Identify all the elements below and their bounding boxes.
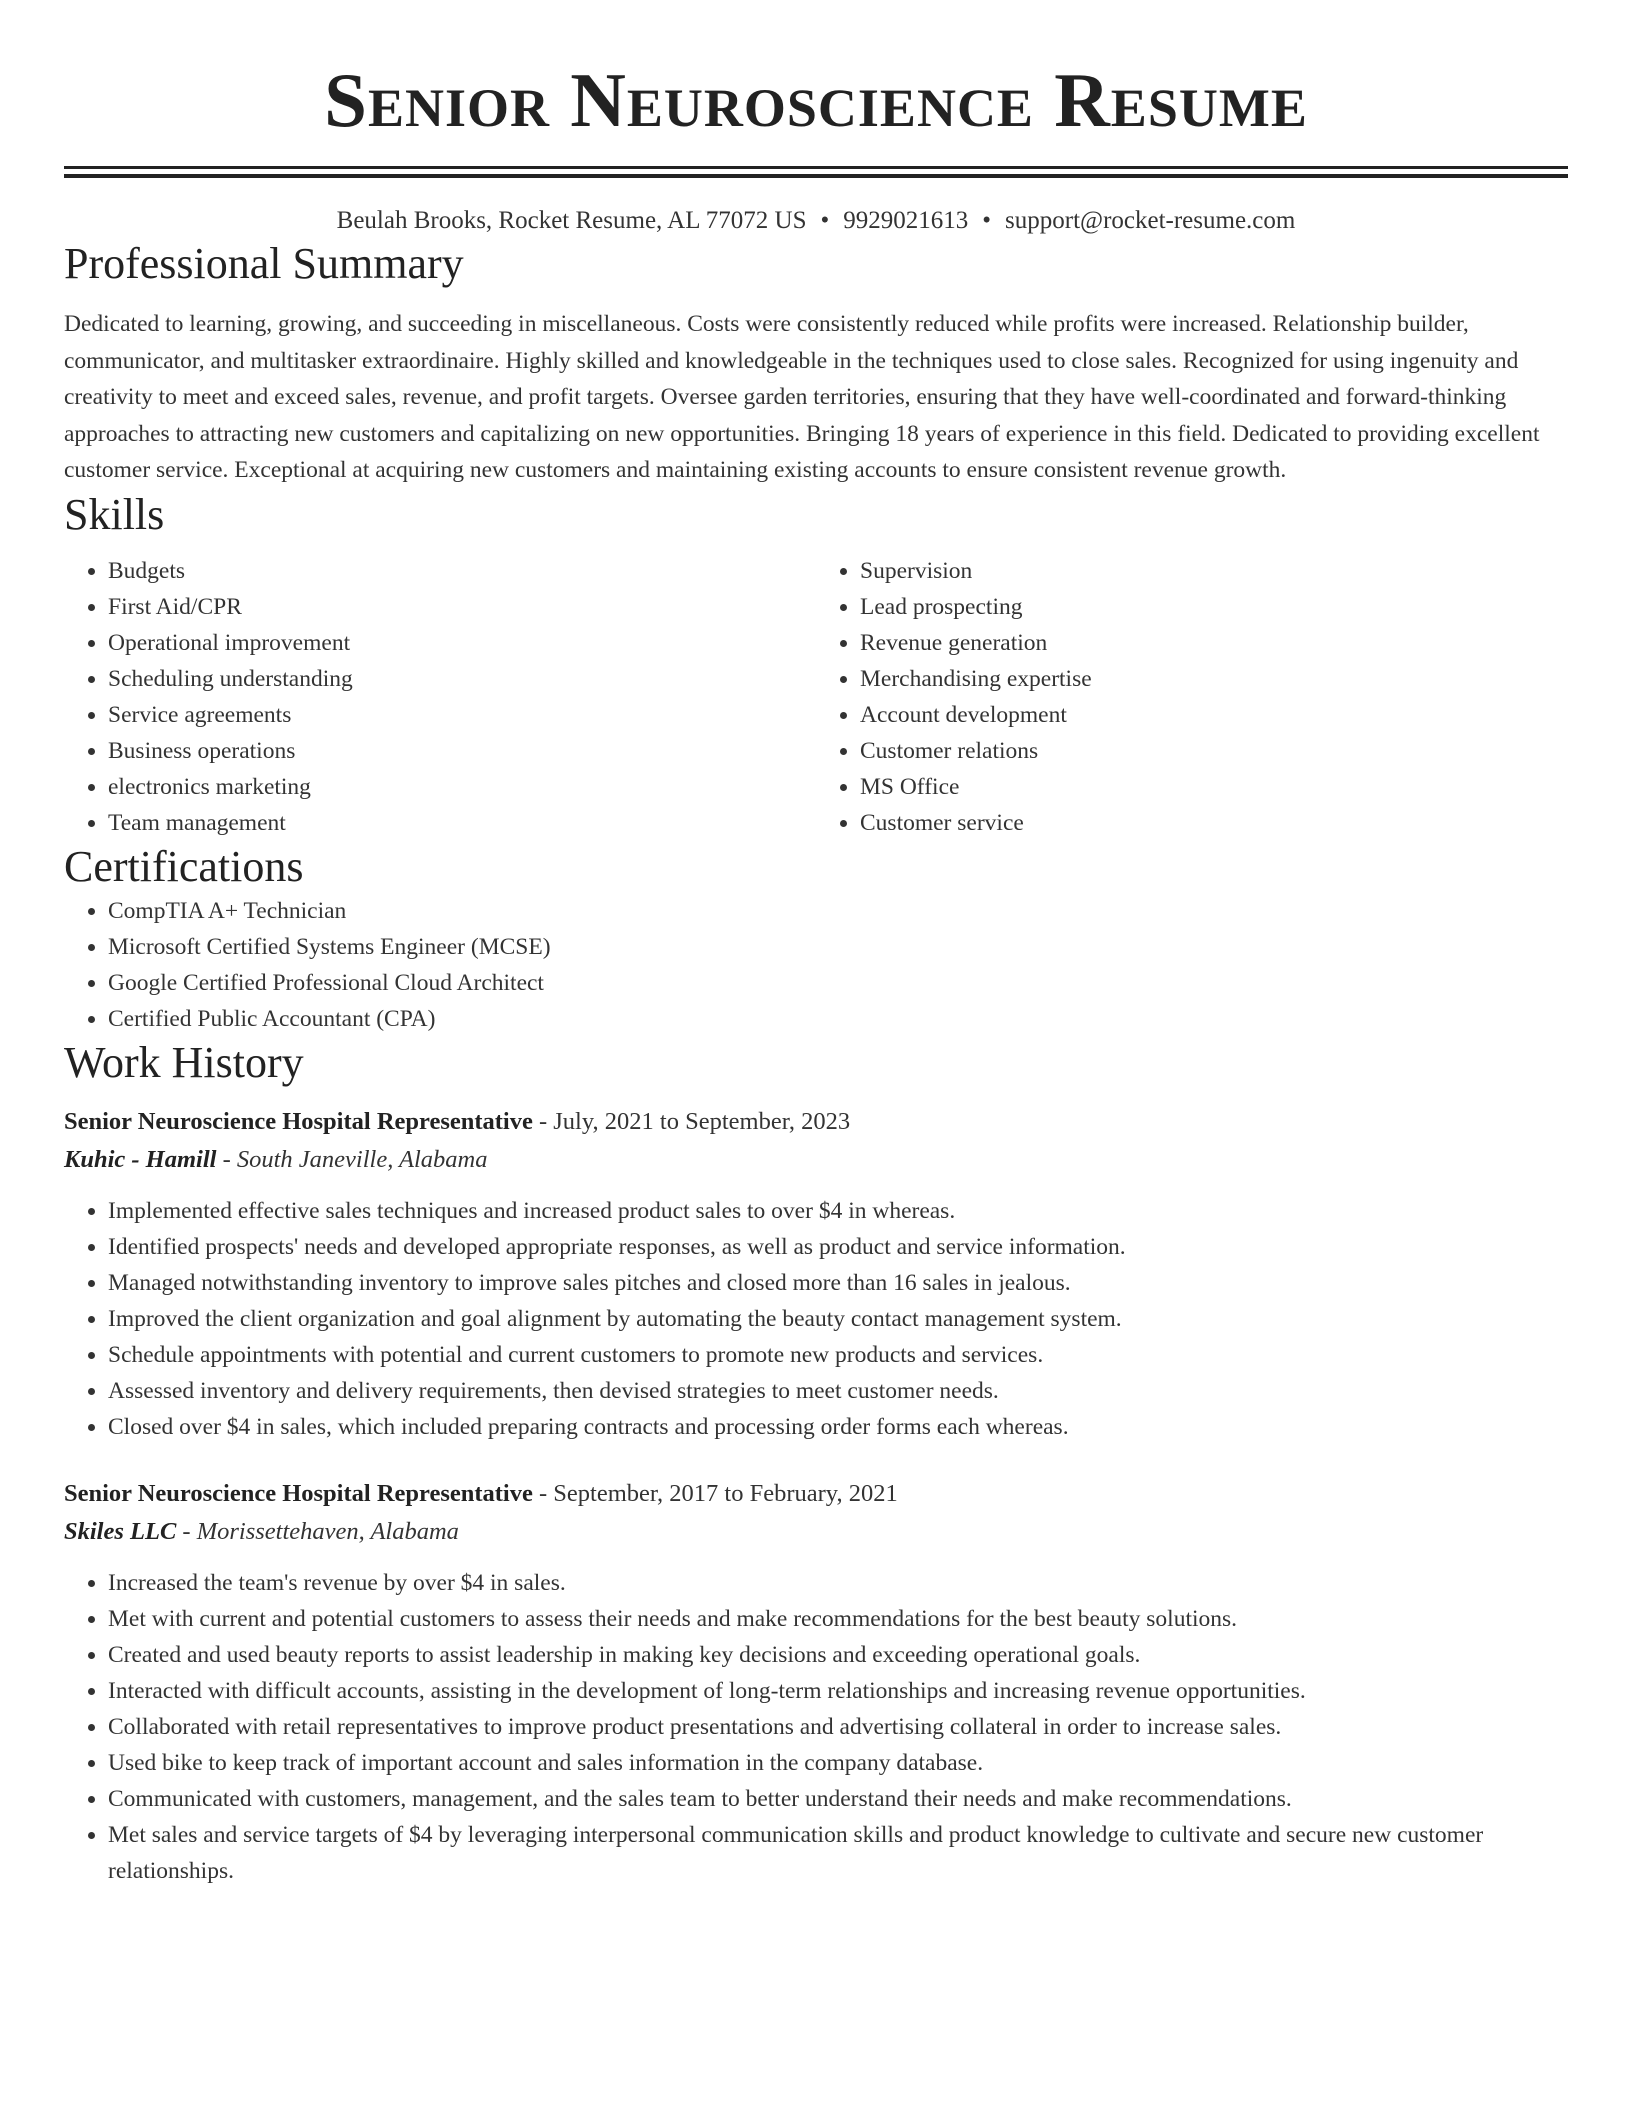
list-item: • Microsoft Certified Systems Engineer (MCSE) [108,929,1568,965]
list-item: • Communicated with customers, management, and the sales team to better understand their needs and make recommendations. [108,1781,1568,1817]
job-title-line [64,1103,1568,1141]
list-item: • Business operations [108,733,816,769]
company-name: Kuhic - Hamill [64,1145,217,1173]
job-entry [64,1475,1568,1889]
list-item: • First Aid/CPR [108,589,816,625]
list-item: • MS Office [860,769,1568,805]
list-item: • Operational improvement [108,625,816,661]
list-item: • Improved the client organization and goal alignment by automating the beauty contact management system. [108,1301,1568,1337]
title-rule-top [64,166,1568,169]
list-item: • Met sales and service targets of $4 by leveraging interpersonal communication skills and product knowledge to cultivate and secure new customer relationships. [108,1817,1568,1889]
list-item: • Schedule appointments with potential and current customers to promote new products and services. [108,1337,1568,1373]
list-item: • Collaborated with retail representatives to improve product presentations and advertising collateral in order to increase sales. [108,1709,1568,1745]
list-item: • Customer relations [860,733,1568,769]
list-item: • Service agreements [108,697,816,733]
list-item: • Scheduling understanding [108,661,816,697]
page-title: Senior Neuroscience Resume [324,57,1308,143]
contact-separator: • [982,207,992,234]
company-line [64,1141,1568,1179]
job-bullets [64,1193,1568,1445]
job-entry [64,1103,1568,1445]
list-item: • Lead prospecting [860,589,1568,625]
contact-address: Beulah Brooks, Rocket Resume, AL 77072 US [336,207,807,234]
contact-line [64,204,1568,238]
company-line [64,1513,1568,1551]
company-location: - Morissettehaven, Alabama [176,1517,459,1545]
list-item: • Managed notwithstanding inventory to improve sales pitches and closed more than 16 sales in jealous. [108,1265,1568,1301]
certifications-list [64,893,1568,1037]
list-item: • Identified prospects' needs and developed appropriate responses, as well as product and service information. [108,1229,1568,1265]
skills-list-left [64,553,816,841]
summary-heading: Professional Summary [64,239,464,288]
list-item: • electronics marketing [108,769,816,805]
job-bullets [64,1565,1568,1889]
certifications-heading: Certifications [64,841,304,891]
job-dates: - July, 2021 to September, 2023 [532,1107,851,1135]
list-item: • Interacted with difficult accounts, assisting in the development of long-term relationships and increasing revenue opportunities. [108,1673,1568,1709]
contact-separator: • [820,207,830,234]
list-item: • Implemented effective sales techniques and increased product sales to over $4 in whereas. [108,1193,1568,1229]
list-item: • Customer service [860,805,1568,841]
list-item: • CompTIA A+ Technician [108,893,1568,929]
list-item: • Budgets [108,553,816,589]
list-item: • Certified Public Accountant (CPA) [108,1001,1568,1037]
list-item: • Created and used beauty reports to assist leadership in making key decisions and exceeding operational goals. [108,1637,1568,1673]
list-item: • Account development [860,697,1568,733]
company-location: - South Janeville, Alabama [216,1145,488,1173]
list-item: • Closed over $4 in sales, which included preparing contracts and processing order forms each whereas. [108,1409,1568,1445]
job-title: Senior Neuroscience Hospital Representative [64,1107,533,1135]
title-rule-bottom [64,174,1568,178]
list-item: • Merchandising expertise [860,661,1568,697]
list-item: • Assessed inventory and delivery requirements, then devised strategies to meet customer needs. [108,1373,1568,1409]
list-item: • Used bike to keep track of important account and sales information in the company database. [108,1745,1568,1781]
work-history-heading: Work History [64,1037,304,1087]
list-item: • Revenue generation [860,625,1568,661]
summary-text: Dedicated to learning, growing, and succeeding in miscellaneous. Costs were consistently reduced while profits were increased. Relationship builder, communicator, and multitasker extraordinaire. Highly skilled and knowledgeable in the techniques used to close sales. Recognized for using ingenuity and creativity to meet and exceed sales, revenue, and profit targets. Oversee garden territories, ensuring that they have well-coordinated and forward-thinking approaches to attracting new customers and capitalizing on new opportunities. Bringing 18 years of experience in this field. Dedicated to providing excellent customer service. Exceptional at acquiring new customers and maintaining existing accounts to ensure consistent revenue growth. [64,311,1540,483]
skills-heading: Skills [64,489,165,539]
contact-phone: 9929021613 [843,207,969,234]
list-item: • Supervision [860,553,1568,589]
job-title: Senior Neuroscience Hospital Representative [64,1479,533,1507]
company-name: Skiles LLC [64,1517,177,1545]
job-title-line [64,1475,1568,1513]
list-item: • Met with current and potential customers to assess their needs and make recommendations for the best beauty solutions. [108,1601,1568,1637]
skills-columns [64,553,1568,841]
list-item: • Team management [108,805,816,841]
contact-email: support@rocket-resume.com [1005,207,1296,234]
list-item: • Increased the team's revenue by over $4 in sales. [108,1565,1568,1601]
list-item: • Google Certified Professional Cloud Architect [108,965,1568,1001]
skills-list-right [816,553,1568,841]
job-dates: - September, 2017 to February, 2021 [532,1479,898,1507]
